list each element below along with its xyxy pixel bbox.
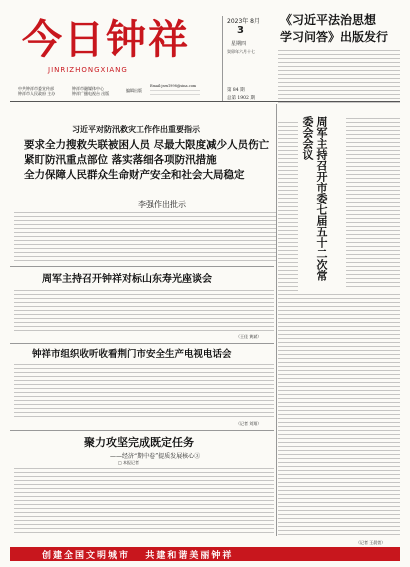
meeting-body (278, 294, 400, 538)
forum-headline[interactable]: 周军主持召开钟祥对标山东寿光座谈会 (42, 274, 212, 285)
lead-headline[interactable] (24, 138, 276, 183)
feature-subtitle: ——经济“期中卷”提质发展核心③ (110, 453, 201, 460)
meeting-vertical-title[interactable] (300, 116, 344, 288)
feature-body (14, 468, 274, 536)
safety-credit: （记者 刘翔） (236, 421, 262, 426)
lead-headline-line-1: 要求全力搜救失联被困人员 尽最大限度减少人员伤亡 (24, 139, 270, 151)
forum-credit: （王佳 黄斌） (236, 334, 262, 339)
safety-headline[interactable]: 钟祥市组织收听收看荆门市安全生产电视电话会 (32, 349, 232, 360)
footer-banner (10, 547, 400, 561)
feature-title[interactable]: 聚力攻坚完成既定任务 (84, 436, 194, 449)
masthead (10, 8, 400, 100)
lead-headline-line-2: 紧盯防汛重点部位 落实落细各项防汛措施 (24, 154, 217, 166)
safety-body (14, 364, 274, 418)
forum-body (14, 290, 274, 332)
masthead-editor: 编辑出版 (126, 88, 142, 93)
masthead-logo: 今日钟祥 (22, 16, 190, 63)
meeting-credit: （记者 王晨萱） (356, 540, 386, 545)
masthead-sponsor: 中共钟祥市委宣传部 钟祥市人民政府 主办 (18, 86, 56, 96)
issue-number: 第 84 期 (227, 88, 245, 93)
masthead-publisher: 钟祥市融媒体中心 钟祥广播电视台 出版 (72, 86, 110, 96)
date-block (222, 16, 275, 102)
lead-headline-line-3: 全力保障人民群众生命财产安全和社会大局稳定 (24, 169, 245, 181)
top-story-title[interactable]: 《习近平法治思想 学习问答》出版发行 (280, 13, 389, 44)
lead-deck: 李强作出批示 (138, 200, 186, 209)
total-issue: 总第 1902 期 (227, 96, 255, 101)
date-weekday: 星期四 (231, 41, 247, 47)
date-day: 3 (237, 25, 244, 36)
footer-slogan: 创建全国文明城市 共建和谐美丽钟祥 (42, 551, 234, 561)
meeting-vertical-text: 周军主持召开市委七届五十二次常委会会议 (301, 116, 328, 281)
masthead-contact: Email:jrzx1998@sina.com (150, 84, 197, 88)
masthead-pinyin: JINRIZHONGXIANG (48, 66, 128, 74)
lead-kicker[interactable]: 习近平对防汛救灾工作作出重要指示 (72, 125, 200, 134)
date-lunar: 癸卯年六月十七 (227, 49, 255, 54)
date-year-month: 2023年 8月 (227, 18, 260, 25)
feature-byline: □ 本报记者 (118, 460, 140, 465)
lead-body (14, 212, 276, 264)
